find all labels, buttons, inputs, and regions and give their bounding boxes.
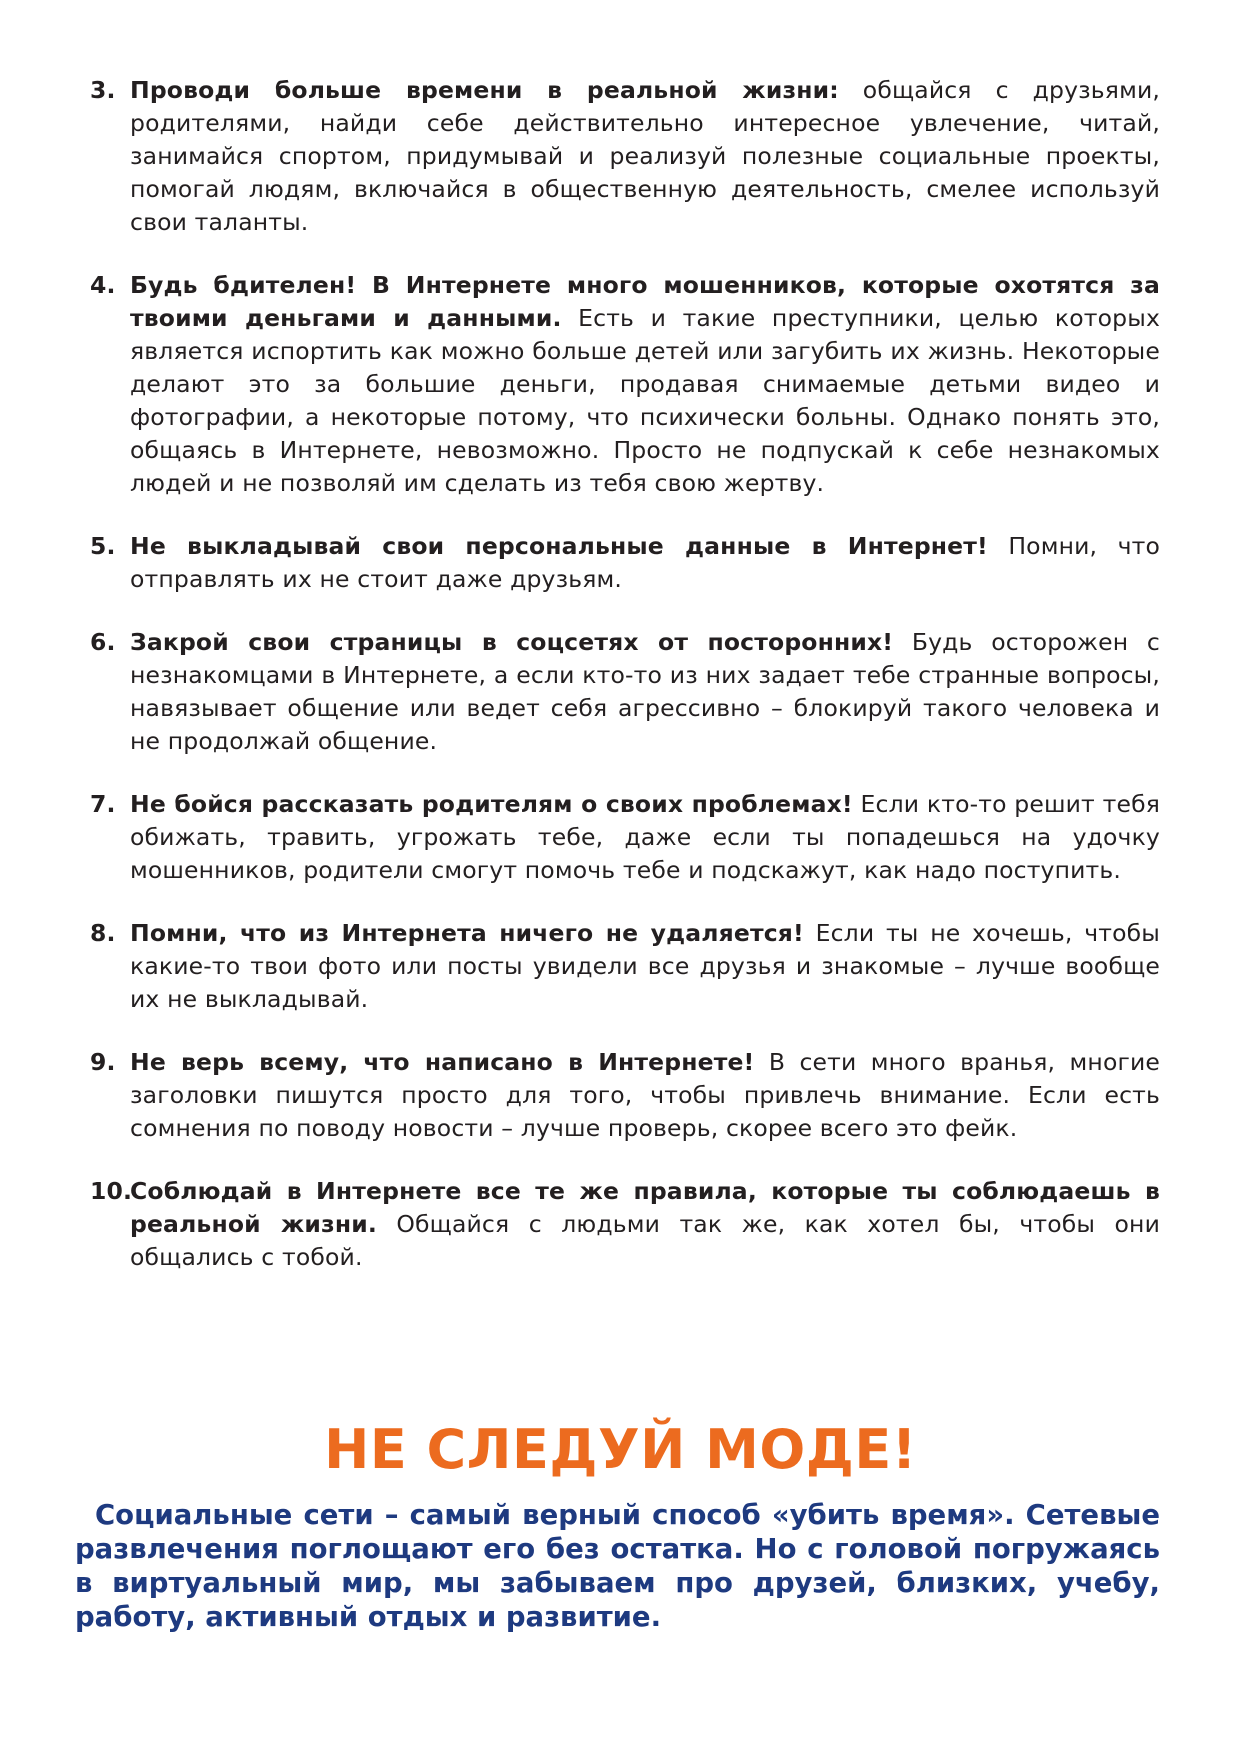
rule-lead: Будь бдителен! В Интернете много мошенников, которые охотятся за твоими деньгами и данными.: [130, 271, 1160, 332]
rule-body: общайся с друзьями, родителями, найди себе действительно интересное увлечение, читай, занимайся спортом, придумывай и реализуй полезные социальные проекты, помогай людям, включайся в общественную деятельность, смелее используй свои таланты.: [130, 76, 1160, 236]
rule-item-6: [90, 626, 1160, 758]
headline: НЕ СЛЕДУЙ МОДЕ!: [324, 1418, 917, 1481]
rule-item-10: [90, 1175, 1160, 1274]
rule-number: 7.: [90, 790, 116, 818]
rule-body: Если ты не хочешь, чтобы какие-то твои фото или посты увидели все друзья и знакомые – лучше вообще их не выкладывай.: [130, 919, 1160, 1013]
rule-lead: Помни, что из Интернета ничего не удаляется!: [130, 919, 804, 947]
rule-item-3: [90, 74, 1160, 239]
rule-number: 9.: [90, 1048, 116, 1076]
rule-number: 10.: [90, 1177, 133, 1205]
rule-body: Есть и такие преступники, целью которых является испортить как можно больше детей или загубить их жизнь. Некоторые делают это за большие деньги, продавая снимаемые детьми видео и фотографии, а некоторые потому, что психически больны. Однако понять это, общаясь в Интернете, невозможно. Просто не подпускай к себе незнакомых людей и не позволяй им сделать из тебя свою жертву.: [130, 304, 1160, 497]
rule-number: 3.: [90, 76, 116, 104]
rule-number: 4.: [90, 271, 116, 299]
rules-list: [90, 74, 1160, 1304]
rule-number: 5.: [90, 532, 116, 560]
rule-number: 6.: [90, 628, 116, 656]
rule-lead: Соблюдай в Интернете все те же правила, которые ты соблюдаешь в реальной жизни.: [130, 1177, 1160, 1238]
rule-body: Общайся с людьми так же, как хотел бы, чтобы они общались с тобой.: [130, 1210, 1160, 1271]
rule-lead: Закрой свои страницы в соцсетях от посторонних!: [130, 628, 894, 656]
rule-lead: Проводи больше времени в реальной жизни:: [130, 76, 839, 104]
rule-item-8: [90, 917, 1160, 1016]
rule-item-9: [90, 1046, 1160, 1145]
rule-lead: Не бойся рассказать родителям о своих проблемах!: [130, 790, 853, 818]
rule-item-7: [90, 788, 1160, 887]
rule-number: 8.: [90, 919, 116, 947]
rule-body: В сети много вранья, многие заголовки пишутся просто для того, чтобы привлечь внимание. Если есть сомнения по поводу новости – лучше проверь, скорее всего это фейк.: [130, 1048, 1160, 1142]
rule-item-5: [90, 530, 1160, 596]
rule-item-4: [90, 269, 1160, 500]
rule-body: Помни, что отправлять их не стоит даже друзьям.: [130, 532, 1160, 593]
rule-lead: Не верь всему, что написано в Интернете!: [130, 1048, 755, 1076]
rule-body: Будь осторожен с незнакомцами в Интернете, а если кто-то из них задает тебе странные вопросы, навязывает общение или ведет себя агрессивно – блокируй такого человека и не продолжай общение.: [130, 628, 1160, 755]
rule-lead: Не выкладывай свои персональные данные в Интернет!: [130, 532, 988, 560]
rule-body: Если кто-то решит тебя обижать, травить, угрожать тебе, даже если ты попадешься на удочку мошенников, родители смогут помочь тебе и подскажут, как надо поступить.: [130, 790, 1160, 884]
closing-paragraph: Социальные сети – самый верный способ «убить время». Сетевые развлечения поглощают его без остатка. Но с головой погружаясь в виртуальный мир, мы забываем про друзей, близких, учебу, работу, активный отдых и развитие.: [75, 1499, 1160, 1633]
